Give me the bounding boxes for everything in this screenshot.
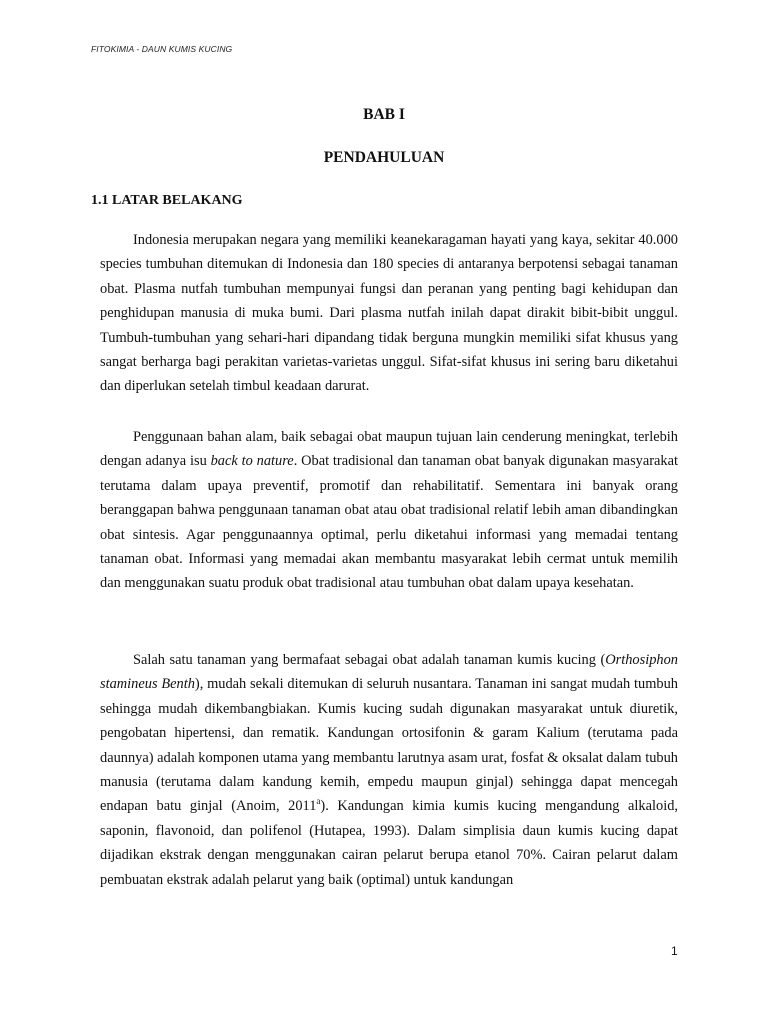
paragraph-1: Indonesia merupakan negara yang memiliki keanekaragaman hayati yang kaya, sekitar 40.000 species tumbuhan ditemukan di Indonesia dan 180 species di antaranya berpotensi sebagai tanaman obat. Plasma nutfah tumbuhan mempunyai fungsi dan peranan yang penting bagi kehidupan dan penghidupan manusia di muka bumi. Dari plasma nutfah inilah dapat dirakit bibit-bibit unggul. Tumbuh-tumbuhan yang sehari-hari dipandang tidak berguna mungkin memiliki sifat khusus yang sangat berharga bagi perakitan varietas-varietas unggul. Sifat-sifat khusus ini sering baru diketahui dan diperlukan setelah timbul keadaan darurat. <box>100 232 678 395</box>
paragraph-2 <box>100 425 678 596</box>
paragraph-2-text-start: Penggunaan bahan alam, baik sebagai obat maupun tujuan lain cenderung meningkat, terlebih dengan adanya isu <box>100 429 678 470</box>
paragraph-2-text-end: . Obat tradisional dan tanaman obat banyak digunakan masyarakat terutama dalam upaya preventif, promotif dan rehabilitatif. Sementara ini banyak orang beranggapan bahwa penggunaan tanaman obat atau obat tradisional relatif lebih aman dibandingkan obat sintesis. Agar penggunaannya optimal, perlu diketahui informasi yang memadai tentang tanaman obat. Informasi yang memadai akan membantu masyarakat lebih cermat untuk memilih dan menggunakan suatu produk obat tradisional atau tumbuhan obat dalam upaya kesehatan. <box>100 453 679 592</box>
paragraph-3 <box>100 648 678 892</box>
section-heading: 1.1 LATAR BELAKANG <box>91 193 243 208</box>
running-header: FITOKIMIA - DAUN KUMIS KUCING <box>91 44 233 54</box>
citation-superscript: a <box>316 796 321 807</box>
chapter-number: BAB I <box>363 106 405 123</box>
paragraph-3-text-start: Salah satu tanaman yang bermafaat sebagai obat adalah tanaman kumis kucing ( <box>133 652 606 668</box>
italic-phrase: back to nature <box>210 453 294 470</box>
page-number: 1 <box>671 944 678 958</box>
paragraph-3-text-end: ). Kandungan kimia kumis kucing mengandung alkaloid, saponin, flavonoid, dan polifenol (Hutapea, 1993). Dalam simplisia daun kumis kucing dapat dijadikan ekstrak dengan menggunakan cairan pelarut berupa etanol 70%. Cairan pelarut dalam pembuatan ekstrak adalah pelarut yang baik (optimal) untuk kandungan <box>100 798 678 888</box>
paragraph-3-text-middle: ), mudah sekali ditemukan di seluruh nusantara. Tanaman ini sangat mudah tumbuh sehingga mudah dikembangbiakan. Kumis kucing sudah digunakan masyarakat untuk diuretik, pengobatan hipertensi, dan rematik. Kandungan ortosifonin & garam Kalium (terutama pada daunnya) adalah komponen utama yang membantu larutnya asam urat, fosfat & oksalat dalam tubuh manusia (terutama dalam kandung kemih, empedu maupun ginjal) sehingga dapat mencegah endapan batu ginjal (Anoim, 2011 <box>100 676 679 815</box>
chapter-title: PENDAHULUAN <box>323 149 445 166</box>
species-name: Orthosiphon stamineus Benth <box>100 652 678 693</box>
